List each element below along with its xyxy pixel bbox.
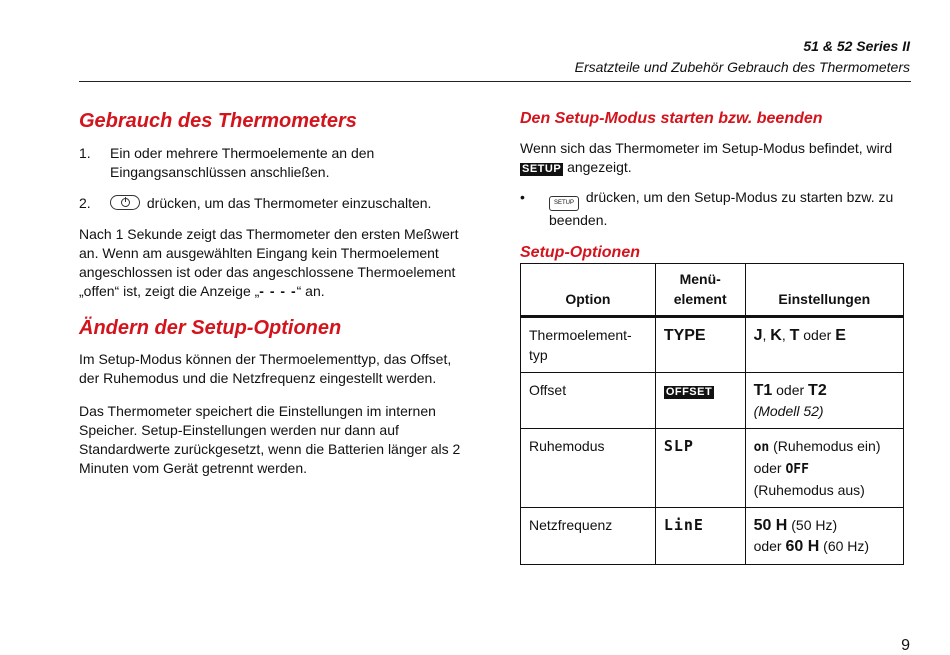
para-text: Nach 1 Sekunde zeigt das Thermometer den ersten Meßwert an. Wenn am ausgewählten Eingang kein Thermoelement angeschlossen ist oder das angeschlossene Thermoelement „offen“ ist, zeigt die Anzeige „ <box>79 226 459 299</box>
paragraph-first-reading <box>79 225 469 301</box>
right-column <box>520 108 905 264</box>
table-row <box>521 373 904 429</box>
header-subtitle: Ersatzteile und Zubehör Gebrauch des Thermometers <box>574 59 910 75</box>
cell-menu: LinE <box>655 508 745 565</box>
step-content <box>110 194 431 213</box>
cell-menu: SLP <box>655 429 745 508</box>
cell-option: Netzfrequenz <box>521 508 656 565</box>
col-header-menu: Menü- element <box>655 264 745 317</box>
page-number: 9 <box>901 637 910 654</box>
col-header-option: Option <box>521 264 656 317</box>
para-text-end: “ an. <box>296 283 325 299</box>
step-2 <box>79 194 469 213</box>
bullet-content <box>549 188 905 230</box>
heading-setup-options: Setup-Optionen <box>520 244 640 261</box>
open-display-dashes: - - - - <box>259 283 297 299</box>
bullet-setup-key <box>520 188 905 230</box>
cell-menu <box>655 373 745 429</box>
setup-options-table <box>520 263 904 565</box>
step-number: 1. <box>79 145 91 161</box>
table-row <box>521 508 904 565</box>
step-text: Ein oder mehrere Thermoelemente an den Eingangsanschlüssen anschließen. <box>110 145 375 180</box>
cell-settings: T1 oder T2 (Modell 52) <box>745 373 903 429</box>
paragraph-setup-mode <box>520 139 905 177</box>
col-header-settings: Einstellungen <box>745 264 903 317</box>
para-text: Wenn sich das Thermometer im Setup-Modus befindet, wird <box>520 140 893 156</box>
cell-settings: 50 H (50 Hz) oder 60 H (60 Hz) <box>745 508 903 565</box>
left-column <box>79 108 469 492</box>
heading-setup-mode: Den Setup-Modus starten bzw. beenden <box>520 110 823 127</box>
table-row <box>521 429 904 508</box>
bullet-text: drücken, um den Setup-Modus zu starten bzw. zu beenden. <box>549 189 894 228</box>
power-key-icon <box>110 195 140 210</box>
step-number: 2. <box>79 195 91 211</box>
heading-gebrauch: Gebrauch des Thermometers <box>79 110 357 132</box>
cell-option: Offset <box>521 373 656 429</box>
header-rule <box>79 81 911 82</box>
table-row <box>521 317 904 373</box>
para-text-end: angezeigt. <box>567 159 632 175</box>
cell-option: Thermoelement-typ <box>521 317 656 373</box>
header-series: 51 & 52 Series II <box>803 38 910 54</box>
offset-display-badge: OFFSET <box>665 386 713 398</box>
setup-display-badge: SETUP <box>522 163 562 175</box>
cell-option: Ruhemodus <box>521 429 656 508</box>
paragraph-memory: Das Thermometer speichert die Einstellungen im internen Speicher. Setup-Einstellungen werden nur dann auf Standardwerte zurückgesetzt, wenn die Batterien länger als 2 Minuten vom Gerät getrennt werden. <box>79 403 461 476</box>
cell-menu: TYPE <box>655 317 745 373</box>
heading-aendern: Ändern der Setup-Optionen <box>79 317 342 339</box>
cell-settings: on (Ruhemodus ein) oder OFF (Ruhemodus aus) <box>745 429 903 508</box>
step-text: drücken, um das Thermometer einzuschalten. <box>146 195 432 211</box>
setup-key-icon: SETUP <box>549 196 579 211</box>
paragraph-setup-intro: Im Setup-Modus können der Thermoelementtyp, das Offset, der Ruhemodus und die Netzfrequenz eingestellt werden. <box>79 351 452 386</box>
cell-settings: J, K, T oder E <box>745 317 903 373</box>
bullet-symbol: • <box>520 189 525 205</box>
steps-list <box>79 144 469 213</box>
step-1 <box>79 144 469 182</box>
